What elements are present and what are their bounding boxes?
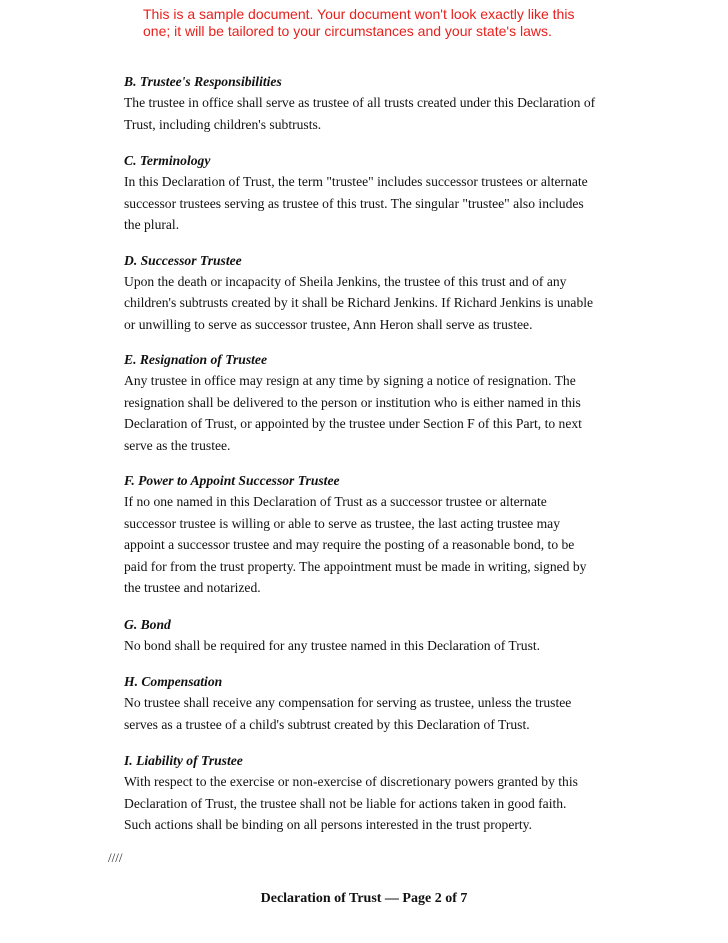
section-compensation: [124, 671, 624, 735]
paragraph-line: serves as a trustee of a child's subtrust created by this Declaration of Trust.: [124, 716, 530, 732]
section-power-to-appoint: [124, 470, 624, 599]
section-heading: D. Successor Trustee: [124, 252, 242, 268]
paragraph-line: the plural.: [124, 217, 180, 232]
section-bond: [124, 614, 624, 657]
section-heading: B. Trustee's Responsibilities: [124, 74, 282, 89]
paragraph-line: appoint a successor trustee and may require the posting of a reasonable bond, to be: [124, 537, 575, 552]
paragraph-line: paid for from the trust property. The appointment must be made in writing, signed by: [124, 558, 587, 574]
section-separator: ////: [108, 850, 123, 865]
section-heading: C. Terminology: [124, 153, 211, 168]
section-trustee-responsibilities: [124, 71, 624, 135]
notice-line: one; it will be tailored to your circumstances and your state's laws.: [143, 23, 552, 39]
paragraph-line: or unwilling to serve as successor trustee, Ann Heron shall serve as trustee.: [124, 316, 533, 332]
paragraph-line: Such actions shall be binding on all persons interested in the trust property.: [124, 817, 532, 832]
section-heading: G. Bond: [124, 616, 171, 632]
paragraph-line: resignation shall be delivered to the person or institution who is either named in this: [124, 394, 581, 410]
paragraph-line: No trustee shall receive any compensation for serving as trustee, unless the trustee: [124, 695, 572, 710]
paragraph-line: Trust, including children's subtrusts.: [124, 116, 322, 132]
paragraph-line: With respect to the exercise or non-exercise of discretionary powers granted by this: [124, 774, 578, 789]
paragraph-line: Any trustee in office may resign at any time by signing a notice of resignation. The: [124, 373, 576, 388]
paragraph-line: The trustee in office shall serve as trustee of all trusts created under this Declaration of: [124, 95, 596, 110]
sample-notice: [143, 6, 613, 40]
document-body: [124, 71, 624, 836]
section-liability-of-trustee: [124, 750, 624, 836]
section-heading: F. Power to Appoint Successor Trustee: [124, 473, 340, 488]
section-heading: I. Liability of Trustee: [124, 753, 243, 768]
paragraph-line: successor trustees serving as trustee of this trust. The singular "trustee" also includes: [124, 195, 584, 211]
paragraph-line: In this Declaration of Trust, the term "trustee" includes successor trustees or alternate: [124, 174, 588, 189]
paragraph-line: If no one named in this Declaration of Trust as a successor trustee or alternate: [124, 494, 547, 509]
paragraph-line: successor trustee is willing or able to serve as trustee, the last acting trustee may: [124, 515, 561, 531]
section-heading: H. Compensation: [124, 674, 223, 689]
paragraph-line: Upon the death or incapacity of Sheila Jenkins, the trustee of this trust and of any: [124, 273, 567, 289]
paragraph-line: Declaration of Trust, the trustee shall not be liable for actions taken in good faith.: [124, 795, 567, 811]
section-resignation-of-trustee: [124, 349, 624, 456]
paragraph-line: No bond shall be required for any trustee named in this Declaration of Trust.: [124, 637, 541, 653]
notice-line: This is a sample document. Your document won't look exactly like this: [143, 6, 575, 22]
page-footer: [0, 891, 728, 907]
paragraph-line: serve as the trustee.: [124, 437, 231, 453]
section-successor-trustee: [124, 250, 624, 336]
paragraph-line: Declaration of Trust, or appointed by the trustee under Section F of this Part, to next: [124, 416, 582, 431]
paragraph-line: children's subtrusts created by it shall be Richard Jenkins. If Richard Jenkins is unable: [124, 295, 594, 310]
paragraph-line: the trustee and notarized.: [124, 580, 261, 595]
section-heading: E. Resignation of Trustee: [124, 352, 267, 367]
footer-page-number: Declaration of Trust — Page 2 of 7: [260, 891, 468, 906]
section-terminology: [124, 150, 624, 236]
